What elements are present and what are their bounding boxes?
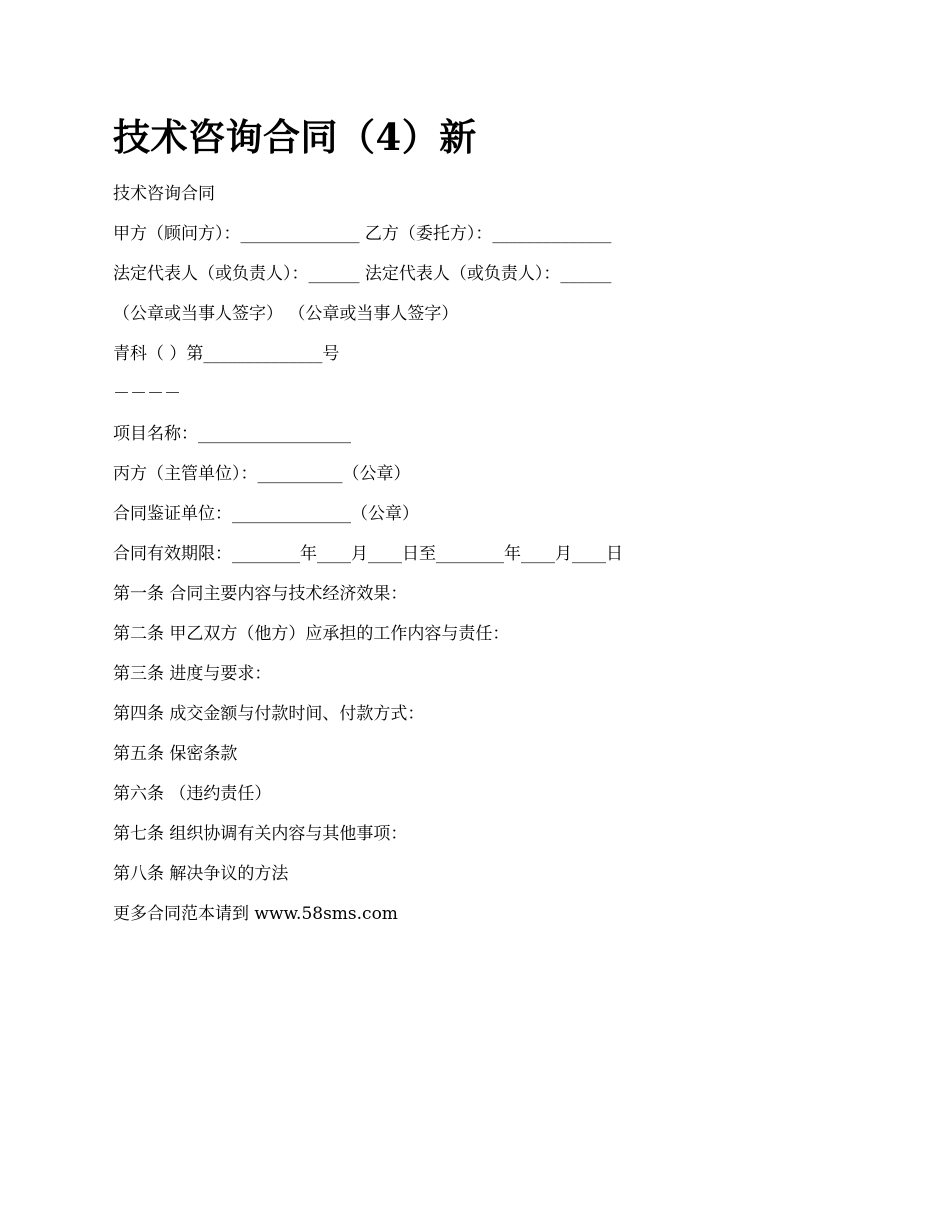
- article-2: 第二条 甲乙双方（他方）应承担的工作内容与责任：: [113, 624, 510, 644]
- contract-number-line: 青科（ ）第______________号: [113, 344, 340, 364]
- subtitle-line: 技术咨询合同: [113, 184, 215, 204]
- footer-note: 更多合同范本请到 www.58sms.com: [113, 904, 398, 924]
- article-4: 第四条 成交金额与付款时间、付款方式：: [113, 704, 425, 724]
- divider-line: －－－－: [113, 384, 181, 404]
- document-title: 技术咨询合同（4）新: [113, 115, 477, 159]
- article-5: 第五条 保密条款: [113, 744, 238, 764]
- article-1: 第一条 合同主要内容与技术经济效果：: [113, 584, 408, 604]
- party-a-b-line: 甲方（顾问方）：______________ 乙方（委托方）：______________: [113, 224, 612, 244]
- project-name-line: 项目名称：__________________: [113, 424, 351, 444]
- article-3: 第三条 进度与要求：: [113, 664, 272, 684]
- document-body: [113, 180, 623, 940]
- verification-unit-line: 合同鉴证单位：______________（公章）: [113, 504, 419, 524]
- party-c-line: 丙方（主管单位）：__________（公章）: [113, 464, 411, 484]
- article-8: 第八条 解决争议的方法: [113, 864, 289, 884]
- legal-representative-line: 法定代表人（或负责人）：______ 法定代表人（或负责人）：______: [113, 264, 612, 284]
- article-6: 第六条 （违约责任）: [113, 784, 272, 804]
- article-7: 第七条 组织协调有关内容与其他事项：: [113, 824, 408, 844]
- validity-period-line: 合同有效期限：________年____月____日至________年____月____日: [113, 544, 623, 564]
- seal-signature-line: （公章或当事人签字） （公章或当事人签字）: [113, 304, 459, 324]
